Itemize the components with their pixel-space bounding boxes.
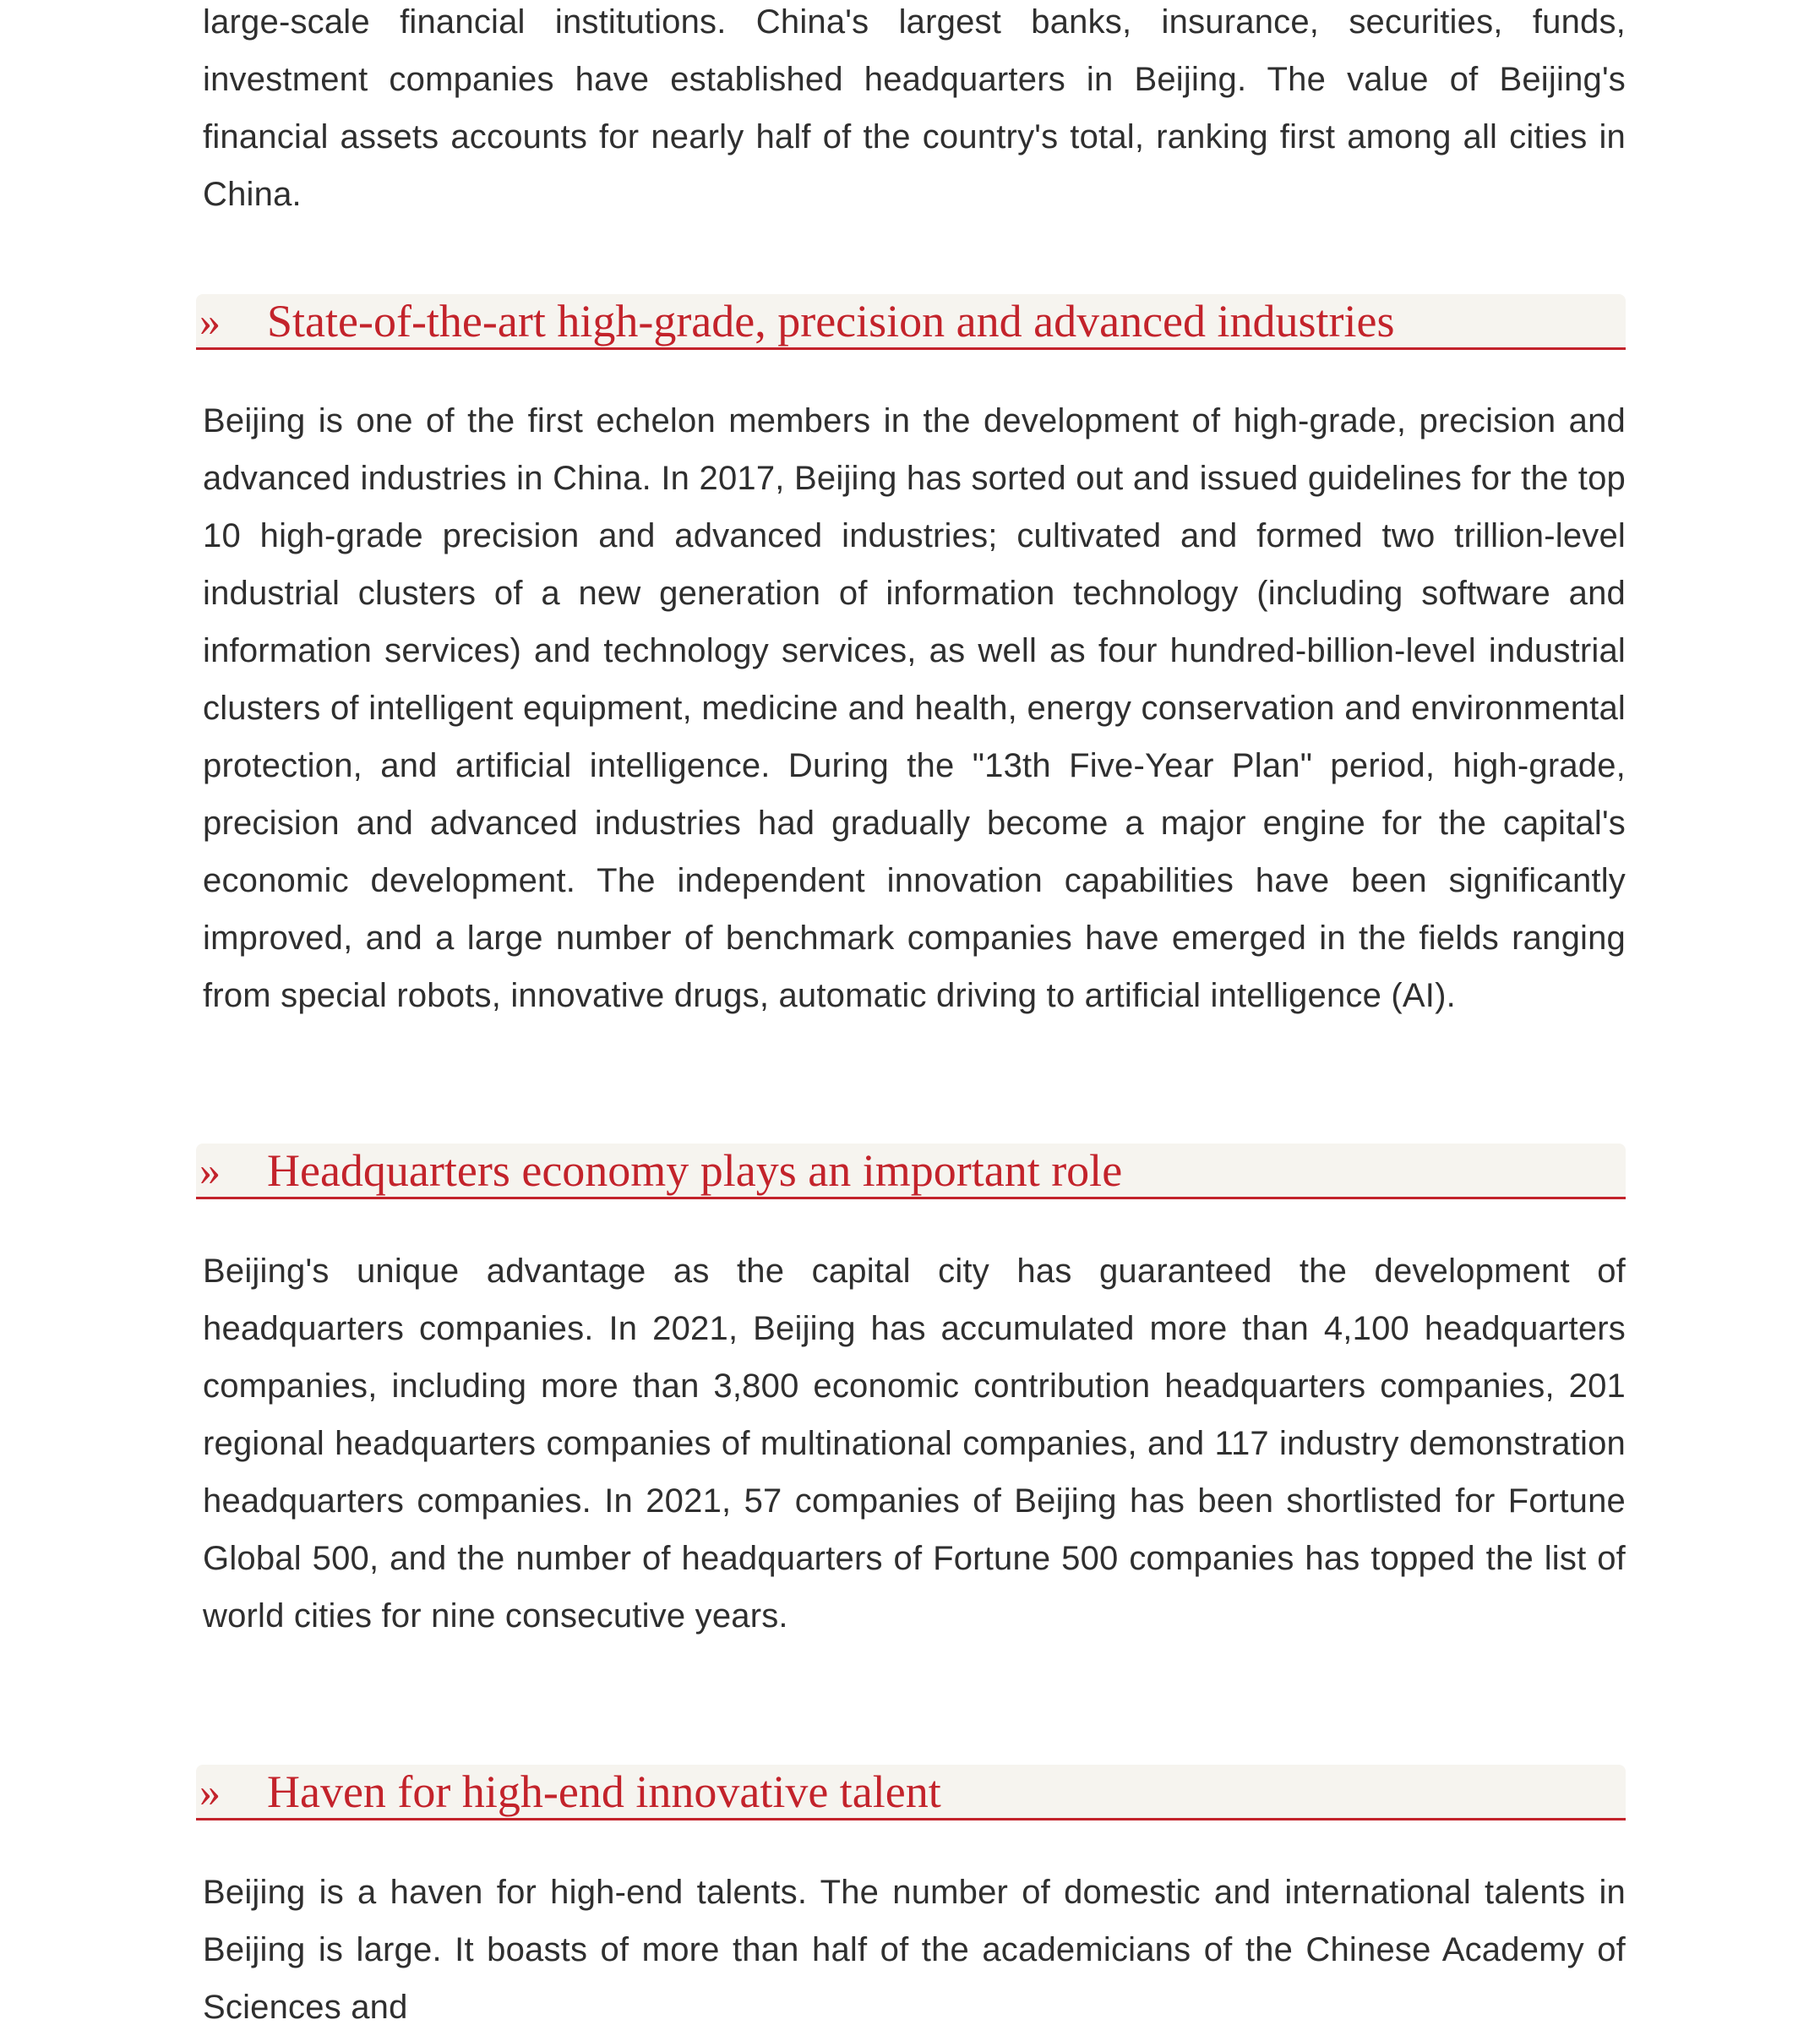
section-body-industries: Beijing is one of the first echelon members in the development of high-grade, precision and advanced industries in China. In 2017, Beijing has sorted out and issued guidelines for the top 10 high-grade precision and advanced industries; cultivated and formed two trillion-level industrial clusters of a new generation of information technology (including software and information services) and technology services, as well as four hundred-billion-level industrial clusters of intelligent equipment, medicine and health, energy conservation and environmental protection, and artificial intelligence. During the "13th Five-Year Plan" period, high-grade, precision and advanced industries had gradually become a major engine for the capital's economic development. The independent innovation capabilities have been significantly improved, and a large number of benchmark companies have emerged in the fields ranging from special robots, innovative drugs, automatic driving to artificial intelligence (AI). [203, 402, 1626, 1014]
section-heading-headquarters [196, 1144, 1626, 1199]
section-title: Headquarters economy plays an important role [267, 1145, 1123, 1196]
section-title: Haven for high-end innovative talent [267, 1766, 941, 1817]
intro-paragraph: large-scale financial institutions. China's largest banks, insurance, securities, funds, investment companies have established headquarters in Beijing. The value of Beijing's financial assets accounts for nearly half of the country's total, ranking first among all cities in China. [203, 3, 1626, 213]
section-title: State-of-the-art high-grade, precision and advanced industries [267, 296, 1395, 347]
section-heading-industries [196, 294, 1626, 350]
double-chevron-icon: » [199, 1147, 221, 1194]
section-body-talent: Beijing is a haven for high-end talents. The number of domestic and international talents in Beijing is large. It boasts of more than half of the academicians of the Chinese Academy of Sciences and [203, 1874, 1626, 2026]
section-heading-talent [196, 1765, 1626, 1820]
double-chevron-icon: » [199, 1768, 221, 1815]
section-body-headquarters: Beijing's unique advantage as the capital city has guaranteed the development of headquarters companies. In 2021, Beijing has accumulated more than 4,100 headquarters companies, including more than 3,800 economic contribution headquarters companies, 201 regional headquarters companies of multinational companies, and 117 industry demonstration headquarters companies. In 2021, 57 companies of Beijing has been shortlisted for Fortune Global 500, and the number of headquarters of Fortune 500 companies has topped the list of world cities for nine consecutive years. [203, 1253, 1626, 1635]
double-chevron-icon: » [199, 297, 221, 345]
